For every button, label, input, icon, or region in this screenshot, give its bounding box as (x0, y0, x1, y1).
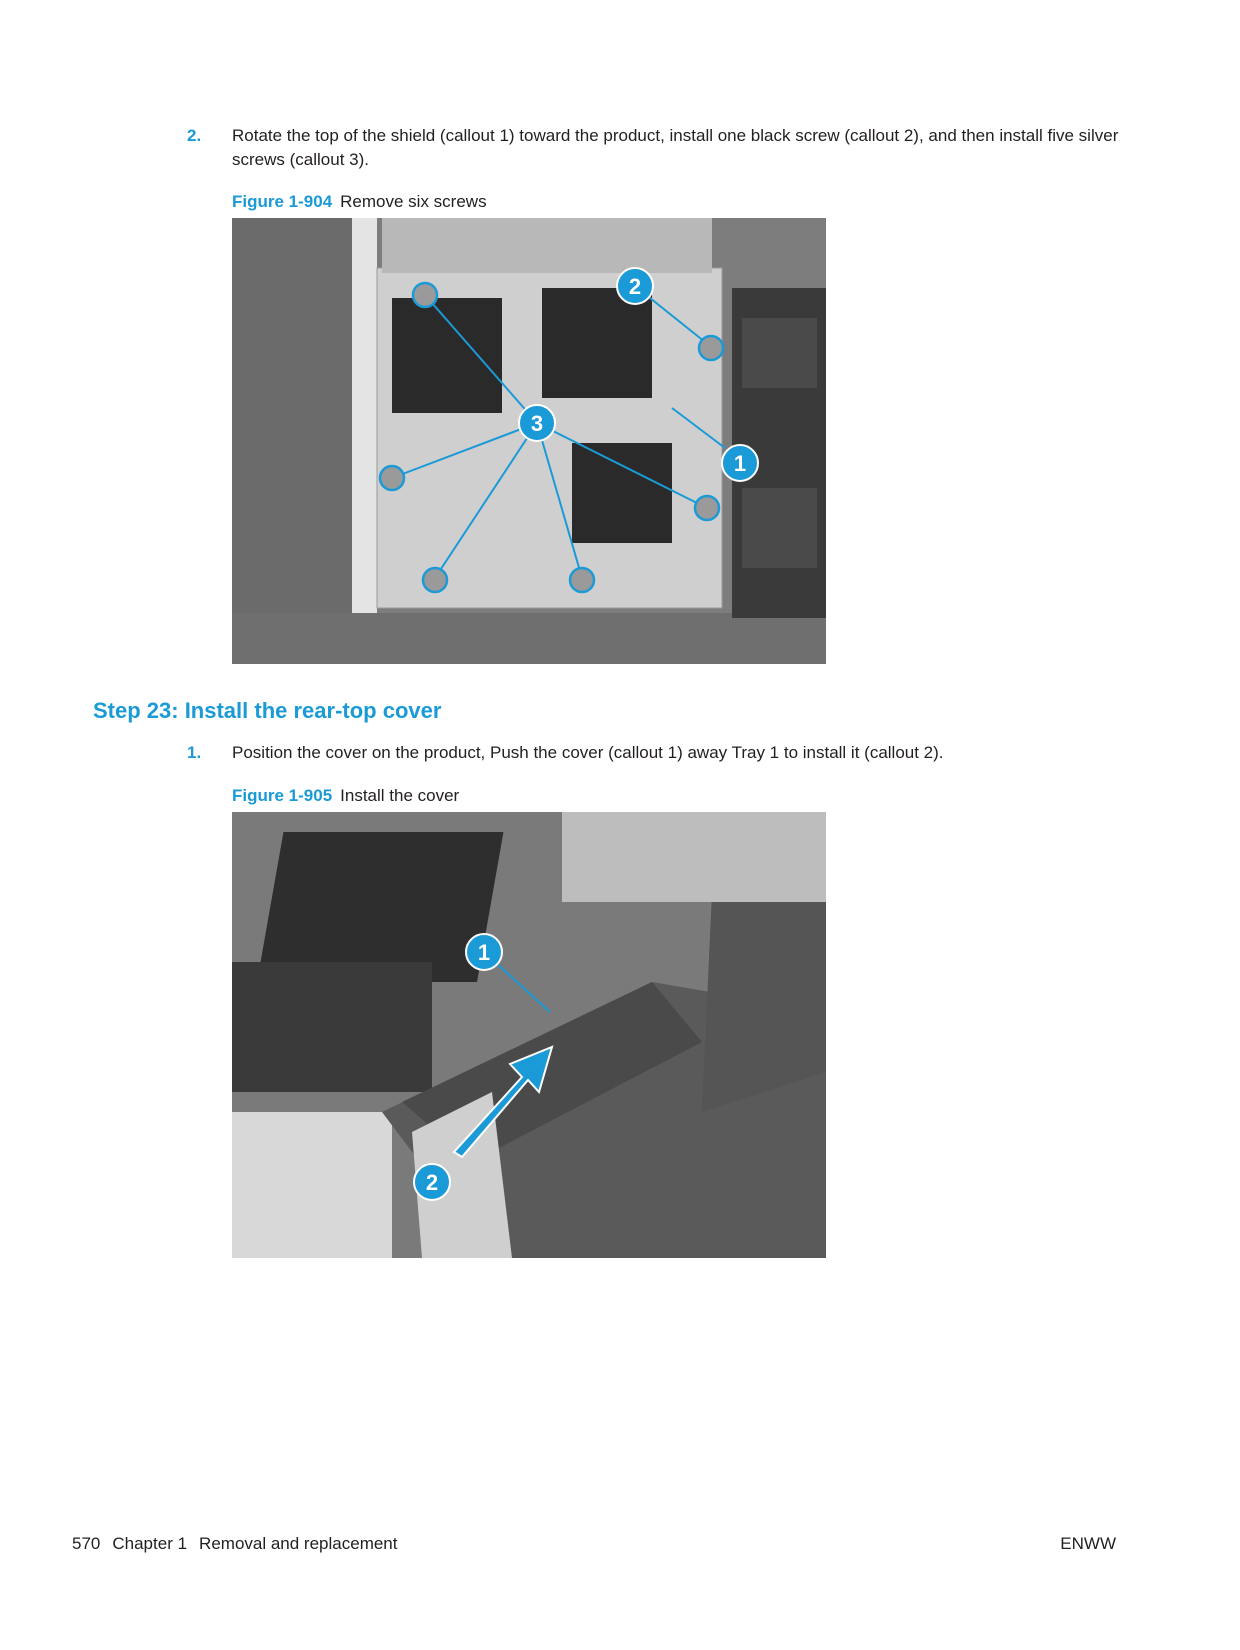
callout-badge-1 (722, 445, 758, 481)
chapter-label: Chapter 1 (112, 1534, 188, 1553)
figure-title: Install the cover (340, 786, 460, 805)
step-number: 2. (187, 126, 202, 145)
figure-905-image (232, 812, 826, 1258)
figure-904-image (232, 218, 826, 664)
step-number: 1. (187, 743, 202, 762)
callout-label-1: 1 (733, 451, 747, 476)
callout-badge-2 (617, 268, 653, 304)
figure-title: Remove six screws (340, 192, 487, 211)
step-text: Position the cover on the product, Push the cover (callout 1) away Tray 1 to install it (callout 2). (232, 743, 944, 762)
chapter-title: Removal and replacement (199, 1534, 398, 1553)
figure-id: Figure 1-904 (232, 192, 333, 211)
page-number: 570 (72, 1534, 101, 1553)
footer-right-label: ENWW (1060, 1534, 1116, 1553)
figure-904-caption (232, 192, 487, 212)
figure-905-caption (232, 786, 459, 806)
figure-id: Figure 1-905 (232, 786, 333, 805)
callout-label-2: 2 (425, 1170, 439, 1195)
callout-label-3: 3 (530, 411, 544, 436)
callout-label-1: 1 (477, 940, 491, 965)
section-heading: Step 23: Install the rear-top cover (93, 698, 442, 723)
callout-badge-3 (519, 405, 555, 441)
callout-badge-2 (414, 1164, 450, 1200)
callout-badge-1 (466, 934, 502, 970)
shield-photo (232, 218, 826, 664)
callout-label-2: 2 (628, 274, 642, 299)
page-footer (72, 1534, 410, 1554)
step-text: Rotate the top of the shield (callout 1) toward the product, install one black screw (callout 2), and then install five silver screws (callout 3). (232, 126, 1119, 169)
cover-photo (232, 812, 826, 1258)
